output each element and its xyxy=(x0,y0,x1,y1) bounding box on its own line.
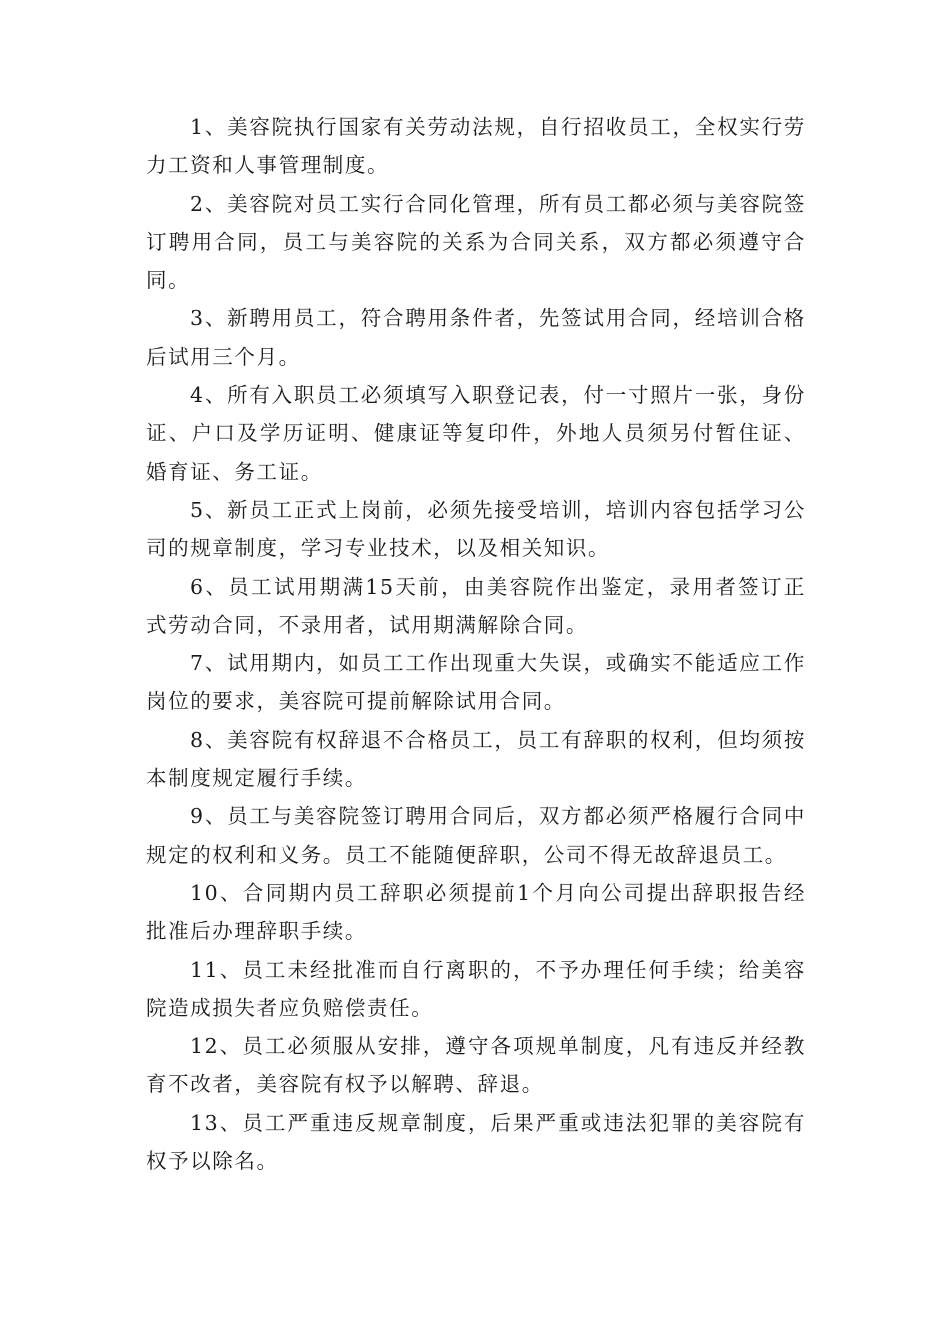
document-body xyxy=(146,108,806,1180)
paragraph-6: 6、员工试用期满15天前，由美容院作出鉴定，录用者签订正式劳动合同，不录用者，试用期满解除合同。 xyxy=(146,574,806,637)
paragraph-8: 8、美容院有权辞退不合格员工，员工有辞职的权利，但均须按本制度规定履行手续。 xyxy=(146,727,806,791)
paragraph-9: 9、员工与美容院签订聘用合同后，双方都必须严格履行合同中规定的权利和义务。员工不能随便辞职，公司不得无故辞退员工。 xyxy=(146,804,806,867)
paragraph-10: 10、合同期内员工辞职必须提前1个月向公司提出辞职报告经批准后办理辞职手续。 xyxy=(146,880,806,944)
paragraph-13: 13、员工严重违反规章制度，后果严重或违法犯罪的美容院有权予以除名。 xyxy=(146,1110,806,1174)
paragraph-7: 7、试用期内，如员工工作出现重大失误，或确实不能适应工作岗位的要求，美容院可提前解除试用合同。 xyxy=(146,651,806,714)
paragraph-12: 12、员工必须服从安排，遵守各项规单制度，凡有违反并经教育不改者，美容院有权予以解聘、辞退。 xyxy=(146,1034,806,1097)
paragraph-5: 5、新员工正式上岗前，必须先接受培训，培训内容包括学习公司的规章制度，学习专业技术，以及相关知识。 xyxy=(146,497,806,561)
paragraph-1: 1、美容院执行国家有关劳动法规，自行招收员工，全权实行劳力工资和人事管理制度。 xyxy=(146,115,806,178)
paragraph-2: 2、美容院对员工实行合同化管理，所有员工都必须与美容院签订聘用合同，员工与美容院的关系为合同关系，双方都必须遵守合同。 xyxy=(146,191,806,293)
paragraph-3: 3、新聘用员工，符合聘用条件者，先签试用合同，经培训合格后试用三个月。 xyxy=(146,306,806,369)
paragraph-4: 4、所有入职员工必须填写入职登记表，付一寸照片一张，身份证、户口及学历证明、健康证等复印件，外地人员须另付暂住证、婚育证、务工证。 xyxy=(146,383,806,484)
paragraph-11: 11、员工未经批准而自行离职的，不予办理任何手续；给美容院造成损失者应负赔偿责任。 xyxy=(146,957,806,1020)
